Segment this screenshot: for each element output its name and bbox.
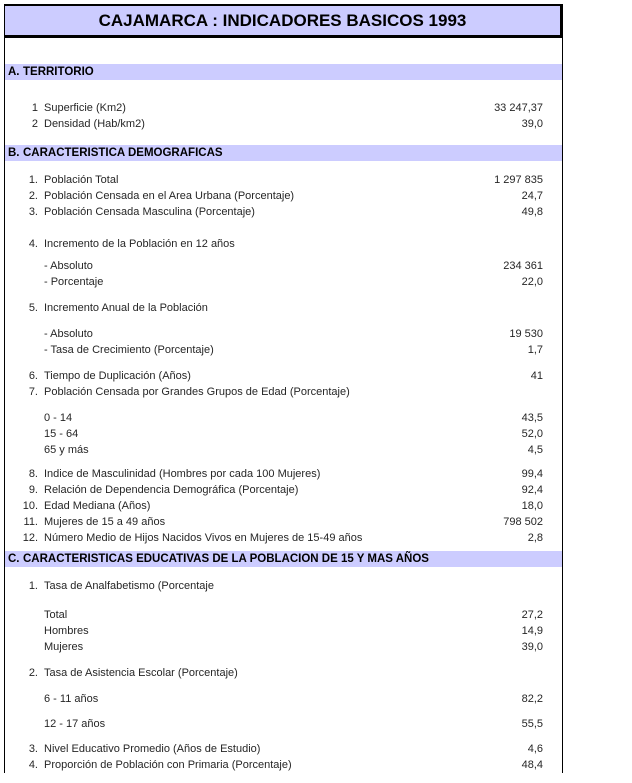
row-label: - Porcentaje bbox=[44, 276, 104, 288]
row-value: 24,7 bbox=[521, 190, 543, 202]
spacer bbox=[5, 80, 562, 100]
row-label: Nivel Educativo Promedio (Años de Estudio) bbox=[44, 743, 261, 755]
row-label: Tasa de Analfabetismo (Porcentaje bbox=[44, 580, 214, 592]
row-number: 7. bbox=[28, 386, 38, 398]
row-label: Población Total bbox=[44, 174, 119, 186]
table-row bbox=[5, 342, 562, 358]
row-value: 39,0 bbox=[521, 118, 543, 130]
row-label: Edad Mediana (Años) bbox=[44, 500, 151, 512]
row-label: Total bbox=[44, 609, 68, 621]
section-title: CARACTERISTICA DEMOGRAFICAS bbox=[23, 147, 223, 159]
section-letter: A. bbox=[8, 66, 20, 78]
row-label: Incremento Anual de la Población bbox=[44, 302, 208, 314]
row-label: Mujeres de 15 a 49 años bbox=[44, 516, 166, 528]
table-row bbox=[5, 578, 562, 594]
row-number: 9. bbox=[28, 484, 38, 496]
page-title-text: CAJAMARCA : INDICADORES BASICOS 1993 bbox=[98, 10, 467, 30]
spacer bbox=[5, 220, 562, 236]
table-row bbox=[5, 326, 562, 342]
row-label: Población Censada en el Area Urbana (Porcentaje) bbox=[44, 190, 295, 202]
row-number: 1. bbox=[28, 580, 38, 592]
table-row bbox=[5, 623, 562, 639]
row-value: 4,5 bbox=[527, 444, 543, 456]
section-heading-b bbox=[5, 145, 562, 161]
table-row bbox=[5, 116, 562, 132]
section-letter: B. bbox=[8, 147, 20, 159]
table-row bbox=[5, 410, 562, 426]
sheet-body bbox=[5, 38, 562, 773]
row-label: 65 y más bbox=[44, 444, 89, 456]
row-number: 5. bbox=[28, 302, 38, 314]
row-value: 798 502 bbox=[503, 516, 543, 528]
row-number: 11. bbox=[23, 516, 38, 528]
row-value: 4,6 bbox=[527, 743, 543, 755]
spacer bbox=[5, 358, 562, 368]
row-value: 1,7 bbox=[527, 344, 543, 356]
table-row bbox=[5, 757, 562, 773]
row-value: 82,2 bbox=[521, 693, 543, 705]
table-row bbox=[5, 498, 562, 514]
row-label: Relación de Dependencia Demográfica (Porcentaje) bbox=[44, 484, 299, 496]
table-row bbox=[5, 607, 562, 623]
row-value: 22,0 bbox=[521, 276, 543, 288]
row-label: - Tasa de Crecimiento (Porcentaje) bbox=[44, 344, 214, 356]
row-label: 0 - 14 bbox=[44, 412, 73, 424]
row-value: 99,4 bbox=[521, 468, 543, 480]
row-value: 43,5 bbox=[521, 412, 543, 424]
row-number: 1. bbox=[28, 174, 38, 186]
row-label: Número Medio de Hijos Nacidos Vivos en Mujeres de 15-49 años bbox=[44, 532, 363, 544]
spacer bbox=[5, 681, 562, 691]
spacer bbox=[5, 567, 562, 578]
row-label: - Absoluto bbox=[44, 260, 93, 272]
row-value: 14,9 bbox=[521, 625, 543, 637]
spacer bbox=[5, 732, 562, 741]
row-label: Densidad (Hab/km2) bbox=[44, 118, 145, 130]
table-row bbox=[5, 466, 562, 482]
table-row bbox=[5, 426, 562, 442]
table-row bbox=[5, 639, 562, 655]
row-label: 6 - 11 años bbox=[44, 693, 99, 705]
row-label: - Absoluto bbox=[44, 328, 93, 340]
table-row bbox=[5, 236, 562, 252]
row-value: 49,8 bbox=[521, 206, 543, 218]
row-label: Proporción de Población con Primaria (Porcentaje) bbox=[44, 759, 292, 771]
table-row bbox=[5, 716, 562, 732]
row-value: 19 530 bbox=[509, 328, 543, 340]
section-title: TERRITORIO bbox=[23, 66, 94, 78]
row-number: 2 bbox=[31, 118, 38, 130]
row-label: 15 - 64 bbox=[44, 428, 79, 440]
section-letter: C. bbox=[8, 553, 20, 565]
spacer bbox=[5, 707, 562, 716]
spacer bbox=[5, 594, 562, 607]
table-row bbox=[5, 442, 562, 458]
row-label: Mujeres bbox=[44, 641, 84, 653]
row-number: 6. bbox=[28, 370, 38, 382]
section-heading-a bbox=[5, 64, 562, 80]
row-value: 41 bbox=[530, 370, 543, 382]
table-row bbox=[5, 368, 562, 384]
spacer bbox=[5, 655, 562, 665]
row-label: 12 - 17 años bbox=[44, 718, 106, 730]
spacer bbox=[5, 458, 562, 466]
spacer bbox=[5, 132, 562, 145]
row-value: 2,8 bbox=[527, 532, 543, 544]
row-label: Superficie (Km2) bbox=[44, 102, 126, 114]
page-title bbox=[5, 4, 562, 38]
row-number: 3. bbox=[28, 206, 38, 218]
spacer bbox=[5, 316, 562, 326]
row-number: 2. bbox=[28, 667, 38, 679]
row-number: 1 bbox=[31, 102, 38, 114]
spacer bbox=[5, 38, 562, 64]
table-row bbox=[5, 274, 562, 290]
row-value: 48,4 bbox=[521, 759, 543, 771]
table-row bbox=[5, 258, 562, 274]
section-heading-c bbox=[5, 551, 562, 567]
spacer bbox=[5, 161, 562, 172]
table-row bbox=[5, 482, 562, 498]
row-number: 8. bbox=[28, 468, 38, 480]
row-label: Hombres bbox=[44, 625, 89, 637]
spacer bbox=[5, 400, 562, 410]
table-row bbox=[5, 741, 562, 757]
row-value: 39,0 bbox=[521, 641, 543, 653]
row-value: 18,0 bbox=[521, 500, 543, 512]
row-value: 1 297 835 bbox=[494, 174, 543, 186]
table-row bbox=[5, 100, 562, 116]
row-label: Tiempo de Duplicación (Años) bbox=[44, 370, 191, 382]
row-label: Indice de Masculinidad (Hombres por cada 100 Mujeres) bbox=[44, 468, 321, 480]
table-row bbox=[5, 691, 562, 707]
row-value: 33 247,37 bbox=[494, 102, 543, 114]
row-label: Tasa de Asistencia Escolar (Porcentaje) bbox=[44, 667, 238, 679]
row-value: 52,0 bbox=[521, 428, 543, 440]
row-value: 27,2 bbox=[521, 609, 543, 621]
table-row bbox=[5, 384, 562, 400]
table-row bbox=[5, 665, 562, 681]
row-label: Población Censada Masculina (Porcentaje) bbox=[44, 206, 255, 218]
table-row bbox=[5, 172, 562, 188]
row-number: 4. bbox=[28, 238, 38, 250]
sheet bbox=[4, 4, 563, 773]
row-label: Población Censada por Grandes Grupos de Edad (Porcentaje) bbox=[44, 386, 350, 398]
table-row bbox=[5, 188, 562, 204]
row-number: 3. bbox=[28, 743, 38, 755]
row-number: 2. bbox=[28, 190, 38, 202]
row-value: 55,5 bbox=[521, 718, 543, 730]
section-title: CARACTERISTICAS EDUCATIVAS DE LA POBLACION DE 15 Y MAS AÑOS bbox=[23, 553, 429, 565]
table-row bbox=[5, 530, 562, 546]
row-number: 4. bbox=[28, 759, 38, 771]
row-value: 92,4 bbox=[521, 484, 543, 496]
row-value: 234 361 bbox=[503, 260, 543, 272]
table-row bbox=[5, 300, 562, 316]
table-row bbox=[5, 204, 562, 220]
row-label: Incremento de la Población en 12 años bbox=[44, 238, 235, 250]
row-number: 10. bbox=[22, 500, 38, 512]
row-number: 12. bbox=[22, 532, 38, 544]
table-row bbox=[5, 514, 562, 530]
spacer bbox=[5, 290, 562, 300]
